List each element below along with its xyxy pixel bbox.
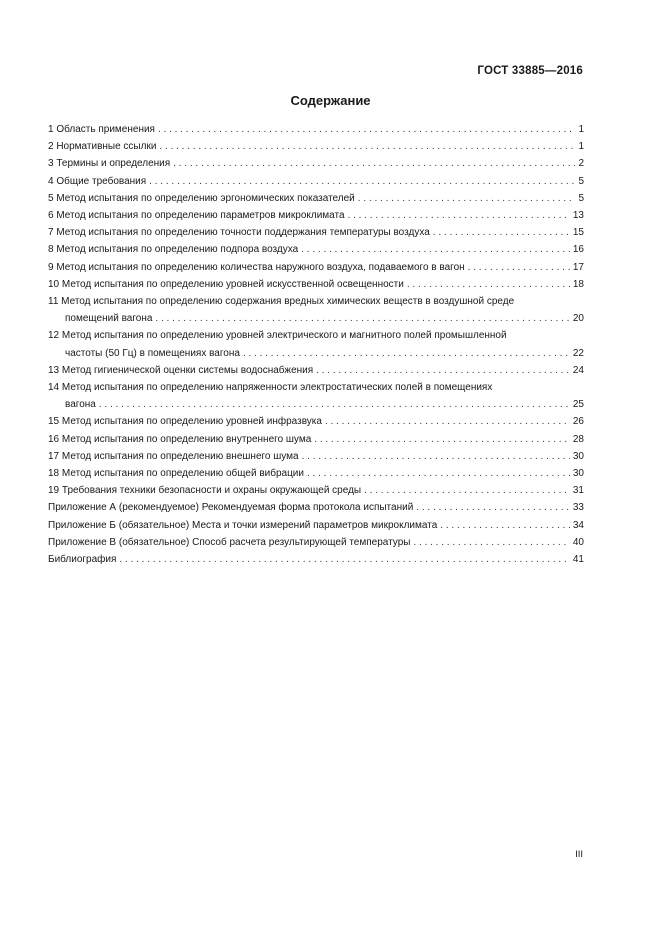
toc-entry[interactable] xyxy=(48,241,584,258)
toc-entry-page: 13 xyxy=(572,210,584,222)
document-code: ГОСТ 33885—2016 xyxy=(477,65,583,77)
toc-entry-page: 5 xyxy=(578,192,584,204)
toc-entry-text: 7 Метод испытания по определению точности поддержания температуры воздуха xyxy=(48,227,430,239)
toc-entry-text-continued: частоты (50 Гц) в помещениях вагона xyxy=(65,347,240,359)
toc-entry-text: Приложение Б (обязательное) Места и точки измерений параметров микроклимата xyxy=(48,519,438,531)
toc-entry[interactable] xyxy=(48,379,584,413)
toc-entry-text: 13 Метод гигиенической оценки системы водоснабжения xyxy=(48,364,314,376)
toc-entry-page: 41 xyxy=(572,554,584,566)
toc-entry-page: 31 xyxy=(572,485,584,497)
toc-entry[interactable] xyxy=(48,224,584,241)
toc-entry-page: 22 xyxy=(572,347,584,359)
table-of-contents xyxy=(48,121,584,568)
toc-entry-page: 15 xyxy=(572,227,584,239)
toc-entry-text: 5 Метод испытания по определению эргономических показателей xyxy=(48,192,355,204)
toc-entry-text: 8 Метод испытания по определению подпора воздуха xyxy=(48,244,299,256)
toc-entry[interactable] xyxy=(48,138,584,155)
toc-entry[interactable] xyxy=(48,362,584,379)
toc-entry[interactable] xyxy=(48,327,584,361)
toc-entry-text: 10 Метод испытания по определению уровней искусственной освещенности xyxy=(48,278,404,290)
toc-entry[interactable] xyxy=(48,499,584,516)
page-title: Содержание xyxy=(290,93,371,108)
toc-entry[interactable] xyxy=(48,413,584,430)
toc-entry-page: 17 xyxy=(572,261,584,273)
toc-entry-text: 15 Метод испытания по определению уровней инфразвука xyxy=(48,416,322,428)
toc-entry[interactable] xyxy=(48,293,584,327)
toc-entry-text: 12 Метод испытания по определению уровней электрического и магнитного полей промышленной xyxy=(48,330,507,342)
toc-entry[interactable] xyxy=(48,276,584,293)
toc-entry-text: 3 Термины и определения xyxy=(48,158,171,170)
page-folio: III xyxy=(575,849,583,860)
toc-entry[interactable] xyxy=(48,190,584,207)
toc-entry[interactable] xyxy=(48,259,584,276)
toc-entry-text: 16 Метод испытания по определению внутреннего шума xyxy=(48,433,312,445)
toc-entry[interactable] xyxy=(48,207,584,224)
toc-entry-text: Приложение В (обязательное) Способ расчета результирующей температуры xyxy=(48,536,411,548)
toc-entry-page: 16 xyxy=(572,244,584,256)
toc-entry-text: 11 Метод испытания по определению содержания вредных химических веществ в воздушной среде xyxy=(48,296,515,308)
toc-entry-page: 28 xyxy=(572,433,584,445)
toc-entry-page: 2 xyxy=(578,158,584,170)
toc-entry-text: 14 Метод испытания по определению напряженности электростатических полей в помещениях xyxy=(48,382,493,394)
toc-entry-text: 19 Требования техники безопасности и охраны окружающей среды xyxy=(48,485,362,497)
toc-entry[interactable] xyxy=(48,173,584,190)
toc-entry-text: 1 Область применения xyxy=(48,124,155,135)
toc-entry[interactable] xyxy=(48,534,584,551)
toc-entry-page: 34 xyxy=(572,519,584,531)
toc-entry-page: 33 xyxy=(572,502,584,514)
toc-entry-text: 6 Метод испытания по определению параметров микроклимата xyxy=(48,210,345,222)
toc-entry[interactable] xyxy=(48,448,584,465)
toc-entry-text: Приложение А (рекомендуемое) Рекомендуемая форма протокола испытаний xyxy=(48,502,414,514)
toc-entry[interactable] xyxy=(48,431,584,448)
toc-entry-text-continued: помещений вагона xyxy=(65,313,153,325)
toc-entry-text: Библиография xyxy=(48,554,117,566)
toc-entry-page: 25 xyxy=(572,399,584,411)
toc-entry[interactable] xyxy=(48,465,584,482)
toc-entry[interactable] xyxy=(48,482,584,499)
toc-entry-text: 2 Нормативные ссылки xyxy=(48,141,157,153)
toc-entry-page: 30 xyxy=(572,468,584,480)
toc-entry-page: 24 xyxy=(572,364,584,376)
toc-entry-text: 18 Метод испытания по определению общей вибрации xyxy=(48,468,304,480)
toc-entry-page: 18 xyxy=(572,278,584,290)
toc-entry-text: 17 Метод испытания по определению внешнего шума xyxy=(48,450,299,462)
toc-entry-text-continued: вагона xyxy=(65,399,96,411)
toc-entry[interactable] xyxy=(48,551,584,568)
toc-entry-text: 9 Метод испытания по определению количества наружного воздуха, подаваемого в вагон xyxy=(48,261,465,273)
toc-entry-page: 40 xyxy=(572,536,584,548)
toc-entry[interactable] xyxy=(48,121,584,138)
toc-entry-text: 4 Общие требования xyxy=(48,175,147,187)
toc-entry-page: 1 xyxy=(578,141,584,153)
toc-entry-page: 30 xyxy=(572,450,584,462)
toc-entry-page: 26 xyxy=(572,416,584,428)
toc-entry[interactable] xyxy=(48,155,584,172)
toc-entry-page: 5 xyxy=(578,175,584,187)
toc-entry-page: 1 xyxy=(578,124,584,135)
toc-entry[interactable] xyxy=(48,517,584,534)
toc-entry-page: 20 xyxy=(572,313,584,325)
